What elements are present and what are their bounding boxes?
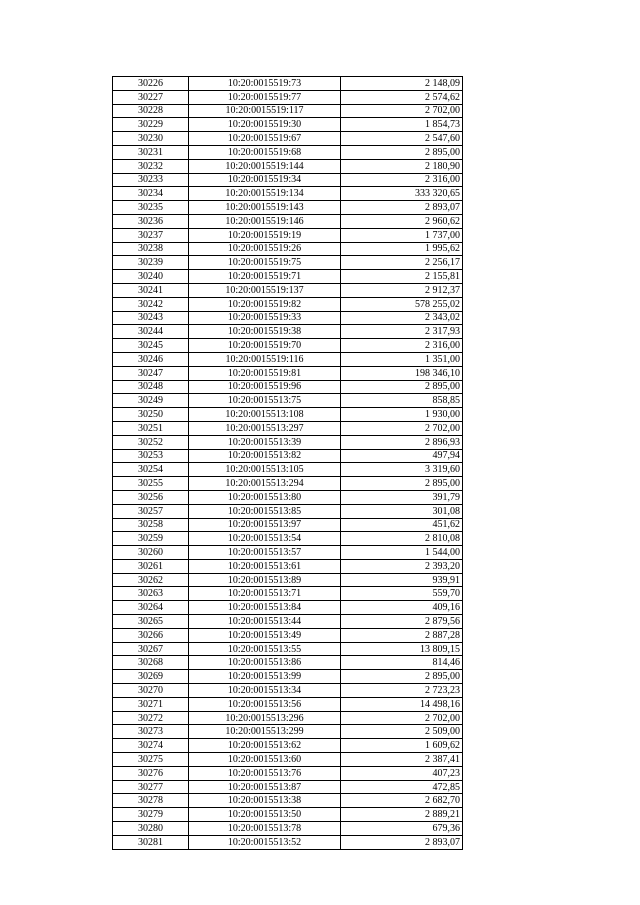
table-row <box>113 90 463 104</box>
row-number-cell: 30267 <box>113 642 189 656</box>
row-number-cell: 30252 <box>113 435 189 449</box>
cadastral-number-cell: 10:20:0015513:44 <box>189 615 341 629</box>
row-number-cell: 30264 <box>113 601 189 615</box>
amount-cell: 391,79 <box>341 490 463 504</box>
amount-cell: 2 343,02 <box>341 311 463 325</box>
table-row <box>113 201 463 215</box>
table-row <box>113 725 463 739</box>
amount-cell: 2 180,90 <box>341 159 463 173</box>
table-row <box>113 366 463 380</box>
table-row <box>113 711 463 725</box>
row-number-cell: 30242 <box>113 297 189 311</box>
table-row <box>113 670 463 684</box>
row-number-cell: 30275 <box>113 753 189 767</box>
cadastral-number-cell: 10:20:0015519:19 <box>189 228 341 242</box>
row-number-cell: 30268 <box>113 656 189 670</box>
amount-cell: 2 879,56 <box>341 615 463 629</box>
cadastral-number-cell: 10:20:0015519:38 <box>189 325 341 339</box>
amount-cell: 198 346,10 <box>341 366 463 380</box>
amount-cell: 13 809,15 <box>341 642 463 656</box>
table-body <box>113 77 463 850</box>
amount-cell: 497,94 <box>341 449 463 463</box>
row-number-cell: 30260 <box>113 546 189 560</box>
cadastral-number-cell: 10:20:0015513:78 <box>189 822 341 836</box>
amount-cell: 1 351,00 <box>341 352 463 366</box>
amount-cell: 939,91 <box>341 573 463 587</box>
table-row <box>113 118 463 132</box>
table-row <box>113 352 463 366</box>
amount-cell: 2 895,00 <box>341 670 463 684</box>
amount-cell: 2 317,93 <box>341 325 463 339</box>
amount-cell: 2 682,70 <box>341 794 463 808</box>
cadastral-number-cell: 10:20:0015519:70 <box>189 339 341 353</box>
cadastral-number-cell: 10:20:0015513:60 <box>189 753 341 767</box>
amount-cell: 2 810,08 <box>341 532 463 546</box>
row-number-cell: 30256 <box>113 490 189 504</box>
row-number-cell: 30244 <box>113 325 189 339</box>
amount-cell: 559,70 <box>341 587 463 601</box>
amount-cell: 2 702,00 <box>341 711 463 725</box>
table-row <box>113 339 463 353</box>
cadastral-number-cell: 10:20:0015513:52 <box>189 835 341 849</box>
row-number-cell: 30274 <box>113 739 189 753</box>
cadastral-number-cell: 10:20:0015519:146 <box>189 214 341 228</box>
table-row <box>113 642 463 656</box>
table-row <box>113 297 463 311</box>
cadastral-number-cell: 10:20:0015513:61 <box>189 559 341 573</box>
cadastral-number-cell: 10:20:0015513:55 <box>189 642 341 656</box>
table-row <box>113 753 463 767</box>
amount-cell: 2 723,23 <box>341 684 463 698</box>
table-row <box>113 449 463 463</box>
amount-cell: 2 148,09 <box>341 77 463 91</box>
cadastral-number-cell: 10:20:0015513:76 <box>189 766 341 780</box>
cadastral-number-cell: 10:20:0015519:117 <box>189 104 341 118</box>
row-number-cell: 30251 <box>113 421 189 435</box>
amount-cell: 2 547,60 <box>341 132 463 146</box>
table-row <box>113 435 463 449</box>
cadastral-number-cell: 10:20:0015519:137 <box>189 283 341 297</box>
cadastral-number-cell: 10:20:0015519:73 <box>189 77 341 91</box>
table-row <box>113 808 463 822</box>
row-number-cell: 30270 <box>113 684 189 698</box>
table-row <box>113 159 463 173</box>
cadastral-number-cell: 10:20:0015513:87 <box>189 780 341 794</box>
table-row <box>113 325 463 339</box>
table-row <box>113 311 463 325</box>
amount-cell: 2 702,00 <box>341 104 463 118</box>
amount-cell: 2 912,37 <box>341 283 463 297</box>
cadastral-number-cell: 10:20:0015513:297 <box>189 421 341 435</box>
amount-cell: 2 960,62 <box>341 214 463 228</box>
table-row <box>113 656 463 670</box>
table-row <box>113 835 463 849</box>
cadastral-number-cell: 10:20:0015513:97 <box>189 518 341 532</box>
table-row <box>113 463 463 477</box>
amount-cell: 2 155,81 <box>341 270 463 284</box>
row-number-cell: 30266 <box>113 628 189 642</box>
amount-cell: 578 255,02 <box>341 297 463 311</box>
table-row <box>113 77 463 91</box>
row-number-cell: 30245 <box>113 339 189 353</box>
table-row <box>113 408 463 422</box>
row-number-cell: 30277 <box>113 780 189 794</box>
amount-cell: 407,23 <box>341 766 463 780</box>
cadastral-number-cell: 10:20:0015519:144 <box>189 159 341 173</box>
amount-cell: 858,85 <box>341 394 463 408</box>
cadastral-number-cell: 10:20:0015519:34 <box>189 173 341 187</box>
table-row <box>113 780 463 794</box>
cadastral-number-cell: 10:20:0015513:34 <box>189 684 341 698</box>
cadastral-number-cell: 10:20:0015519:134 <box>189 187 341 201</box>
table-row <box>113 477 463 491</box>
row-number-cell: 30241 <box>113 283 189 297</box>
row-number-cell: 30262 <box>113 573 189 587</box>
row-number-cell: 30273 <box>113 725 189 739</box>
amount-cell: 2 316,00 <box>341 339 463 353</box>
cadastral-number-cell: 10:20:0015519:96 <box>189 380 341 394</box>
row-number-cell: 30232 <box>113 159 189 173</box>
cadastral-number-cell: 10:20:0015519:26 <box>189 242 341 256</box>
cadastral-number-cell: 10:20:0015519:81 <box>189 366 341 380</box>
cadastral-number-cell: 10:20:0015513:56 <box>189 697 341 711</box>
cadastral-number-cell: 10:20:0015519:30 <box>189 118 341 132</box>
row-number-cell: 30226 <box>113 77 189 91</box>
amount-cell: 451,62 <box>341 518 463 532</box>
cadastral-number-cell: 10:20:0015513:62 <box>189 739 341 753</box>
cadastral-number-cell: 10:20:0015513:294 <box>189 477 341 491</box>
table-row <box>113 132 463 146</box>
amount-cell: 2 574,62 <box>341 90 463 104</box>
cadastral-number-cell: 10:20:0015513:84 <box>189 601 341 615</box>
row-number-cell: 30258 <box>113 518 189 532</box>
cadastral-number-cell: 10:20:0015513:108 <box>189 408 341 422</box>
amount-cell: 2 509,00 <box>341 725 463 739</box>
row-number-cell: 30238 <box>113 242 189 256</box>
table-row <box>113 518 463 532</box>
row-number-cell: 30234 <box>113 187 189 201</box>
row-number-cell: 30271 <box>113 697 189 711</box>
amount-cell: 1 544,00 <box>341 546 463 560</box>
cadastral-number-cell: 10:20:0015513:49 <box>189 628 341 642</box>
cadastral-number-cell: 10:20:0015519:33 <box>189 311 341 325</box>
table-row <box>113 145 463 159</box>
row-number-cell: 30261 <box>113 559 189 573</box>
row-number-cell: 30249 <box>113 394 189 408</box>
table-row <box>113 573 463 587</box>
row-number-cell: 30265 <box>113 615 189 629</box>
amount-cell: 1 930,00 <box>341 408 463 422</box>
row-number-cell: 30272 <box>113 711 189 725</box>
row-number-cell: 30257 <box>113 504 189 518</box>
cadastral-number-cell: 10:20:0015513:99 <box>189 670 341 684</box>
row-number-cell: 30235 <box>113 201 189 215</box>
row-number-cell: 30254 <box>113 463 189 477</box>
row-number-cell: 30250 <box>113 408 189 422</box>
amount-cell: 1 995,62 <box>341 242 463 256</box>
table-row <box>113 283 463 297</box>
row-number-cell: 30243 <box>113 311 189 325</box>
row-number-cell: 30279 <box>113 808 189 822</box>
table-row <box>113 270 463 284</box>
cadastral-number-cell: 10:20:0015513:299 <box>189 725 341 739</box>
cadastral-number-cell: 10:20:0015513:54 <box>189 532 341 546</box>
amount-cell: 2 256,17 <box>341 256 463 270</box>
cadastral-number-cell: 10:20:0015519:68 <box>189 145 341 159</box>
table-row <box>113 559 463 573</box>
amount-cell: 2 393,20 <box>341 559 463 573</box>
amount-cell: 814,46 <box>341 656 463 670</box>
table-row <box>113 684 463 698</box>
cadastral-number-cell: 10:20:0015519:77 <box>189 90 341 104</box>
cadastral-number-cell: 10:20:0015513:71 <box>189 587 341 601</box>
cadastral-number-cell: 10:20:0015519:71 <box>189 270 341 284</box>
table-row <box>113 822 463 836</box>
table-row <box>113 242 463 256</box>
cadastral-number-cell: 10:20:0015513:50 <box>189 808 341 822</box>
row-number-cell: 30229 <box>113 118 189 132</box>
table-row <box>113 697 463 711</box>
row-number-cell: 30280 <box>113 822 189 836</box>
row-number-cell: 30236 <box>113 214 189 228</box>
cadastral-number-cell: 10:20:0015513:89 <box>189 573 341 587</box>
table-row <box>113 490 463 504</box>
table-row <box>113 615 463 629</box>
amount-cell: 1 609,62 <box>341 739 463 753</box>
row-number-cell: 30247 <box>113 366 189 380</box>
table-row <box>113 587 463 601</box>
cadastral-number-cell: 10:20:0015519:116 <box>189 352 341 366</box>
table-row <box>113 766 463 780</box>
cadastral-number-cell: 10:20:0015513:86 <box>189 656 341 670</box>
amount-cell: 472,85 <box>341 780 463 794</box>
table-row <box>113 187 463 201</box>
cadastral-number-cell: 10:20:0015519:75 <box>189 256 341 270</box>
table-row <box>113 104 463 118</box>
row-number-cell: 30276 <box>113 766 189 780</box>
table-row <box>113 628 463 642</box>
amount-cell: 2 702,00 <box>341 421 463 435</box>
amount-cell: 333 320,65 <box>341 187 463 201</box>
cadastral-number-cell: 10:20:0015519:82 <box>189 297 341 311</box>
data-table <box>112 76 463 850</box>
cadastral-number-cell: 10:20:0015513:85 <box>189 504 341 518</box>
table-row <box>113 256 463 270</box>
row-number-cell: 30253 <box>113 449 189 463</box>
table-row <box>113 546 463 560</box>
table-row <box>113 739 463 753</box>
table-row <box>113 504 463 518</box>
amount-cell: 14 498,16 <box>341 697 463 711</box>
row-number-cell: 30259 <box>113 532 189 546</box>
table-row <box>113 214 463 228</box>
amount-cell: 2 893,07 <box>341 201 463 215</box>
amount-cell: 2 887,28 <box>341 628 463 642</box>
table-row <box>113 532 463 546</box>
amount-cell: 679,36 <box>341 822 463 836</box>
cadastral-number-cell: 10:20:0015513:105 <box>189 463 341 477</box>
row-number-cell: 30239 <box>113 256 189 270</box>
cadastral-number-cell: 10:20:0015513:80 <box>189 490 341 504</box>
row-number-cell: 30233 <box>113 173 189 187</box>
row-number-cell: 30263 <box>113 587 189 601</box>
row-number-cell: 30240 <box>113 270 189 284</box>
row-number-cell: 30255 <box>113 477 189 491</box>
amount-cell: 2 896,93 <box>341 435 463 449</box>
row-number-cell: 30237 <box>113 228 189 242</box>
row-number-cell: 30278 <box>113 794 189 808</box>
table-row <box>113 601 463 615</box>
cadastral-number-cell: 10:20:0015513:296 <box>189 711 341 725</box>
table-row <box>113 421 463 435</box>
amount-cell: 2 316,00 <box>341 173 463 187</box>
row-number-cell: 30281 <box>113 835 189 849</box>
cadastral-number-cell: 10:20:0015513:57 <box>189 546 341 560</box>
cadastral-number-cell: 10:20:0015513:82 <box>189 449 341 463</box>
amount-cell: 2 893,07 <box>341 835 463 849</box>
cadastral-number-cell: 10:20:0015519:143 <box>189 201 341 215</box>
table-row <box>113 173 463 187</box>
amount-cell: 2 895,00 <box>341 145 463 159</box>
row-number-cell: 30248 <box>113 380 189 394</box>
amount-cell: 2 889,21 <box>341 808 463 822</box>
row-number-cell: 30228 <box>113 104 189 118</box>
row-number-cell: 30269 <box>113 670 189 684</box>
row-number-cell: 30227 <box>113 90 189 104</box>
cadastral-number-cell: 10:20:0015513:38 <box>189 794 341 808</box>
table-row <box>113 380 463 394</box>
row-number-cell: 30246 <box>113 352 189 366</box>
amount-cell: 1 737,00 <box>341 228 463 242</box>
table-row <box>113 394 463 408</box>
amount-cell: 2 895,00 <box>341 380 463 394</box>
cadastral-number-cell: 10:20:0015513:39 <box>189 435 341 449</box>
amount-cell: 1 854,73 <box>341 118 463 132</box>
amount-cell: 301,08 <box>341 504 463 518</box>
row-number-cell: 30230 <box>113 132 189 146</box>
cadastral-number-cell: 10:20:0015519:67 <box>189 132 341 146</box>
cadastral-number-cell: 10:20:0015513:75 <box>189 394 341 408</box>
row-number-cell: 30231 <box>113 145 189 159</box>
amount-cell: 2 387,41 <box>341 753 463 767</box>
table-row <box>113 228 463 242</box>
amount-cell: 3 319,60 <box>341 463 463 477</box>
amount-cell: 409,16 <box>341 601 463 615</box>
amount-cell: 2 895,00 <box>341 477 463 491</box>
table-row <box>113 794 463 808</box>
